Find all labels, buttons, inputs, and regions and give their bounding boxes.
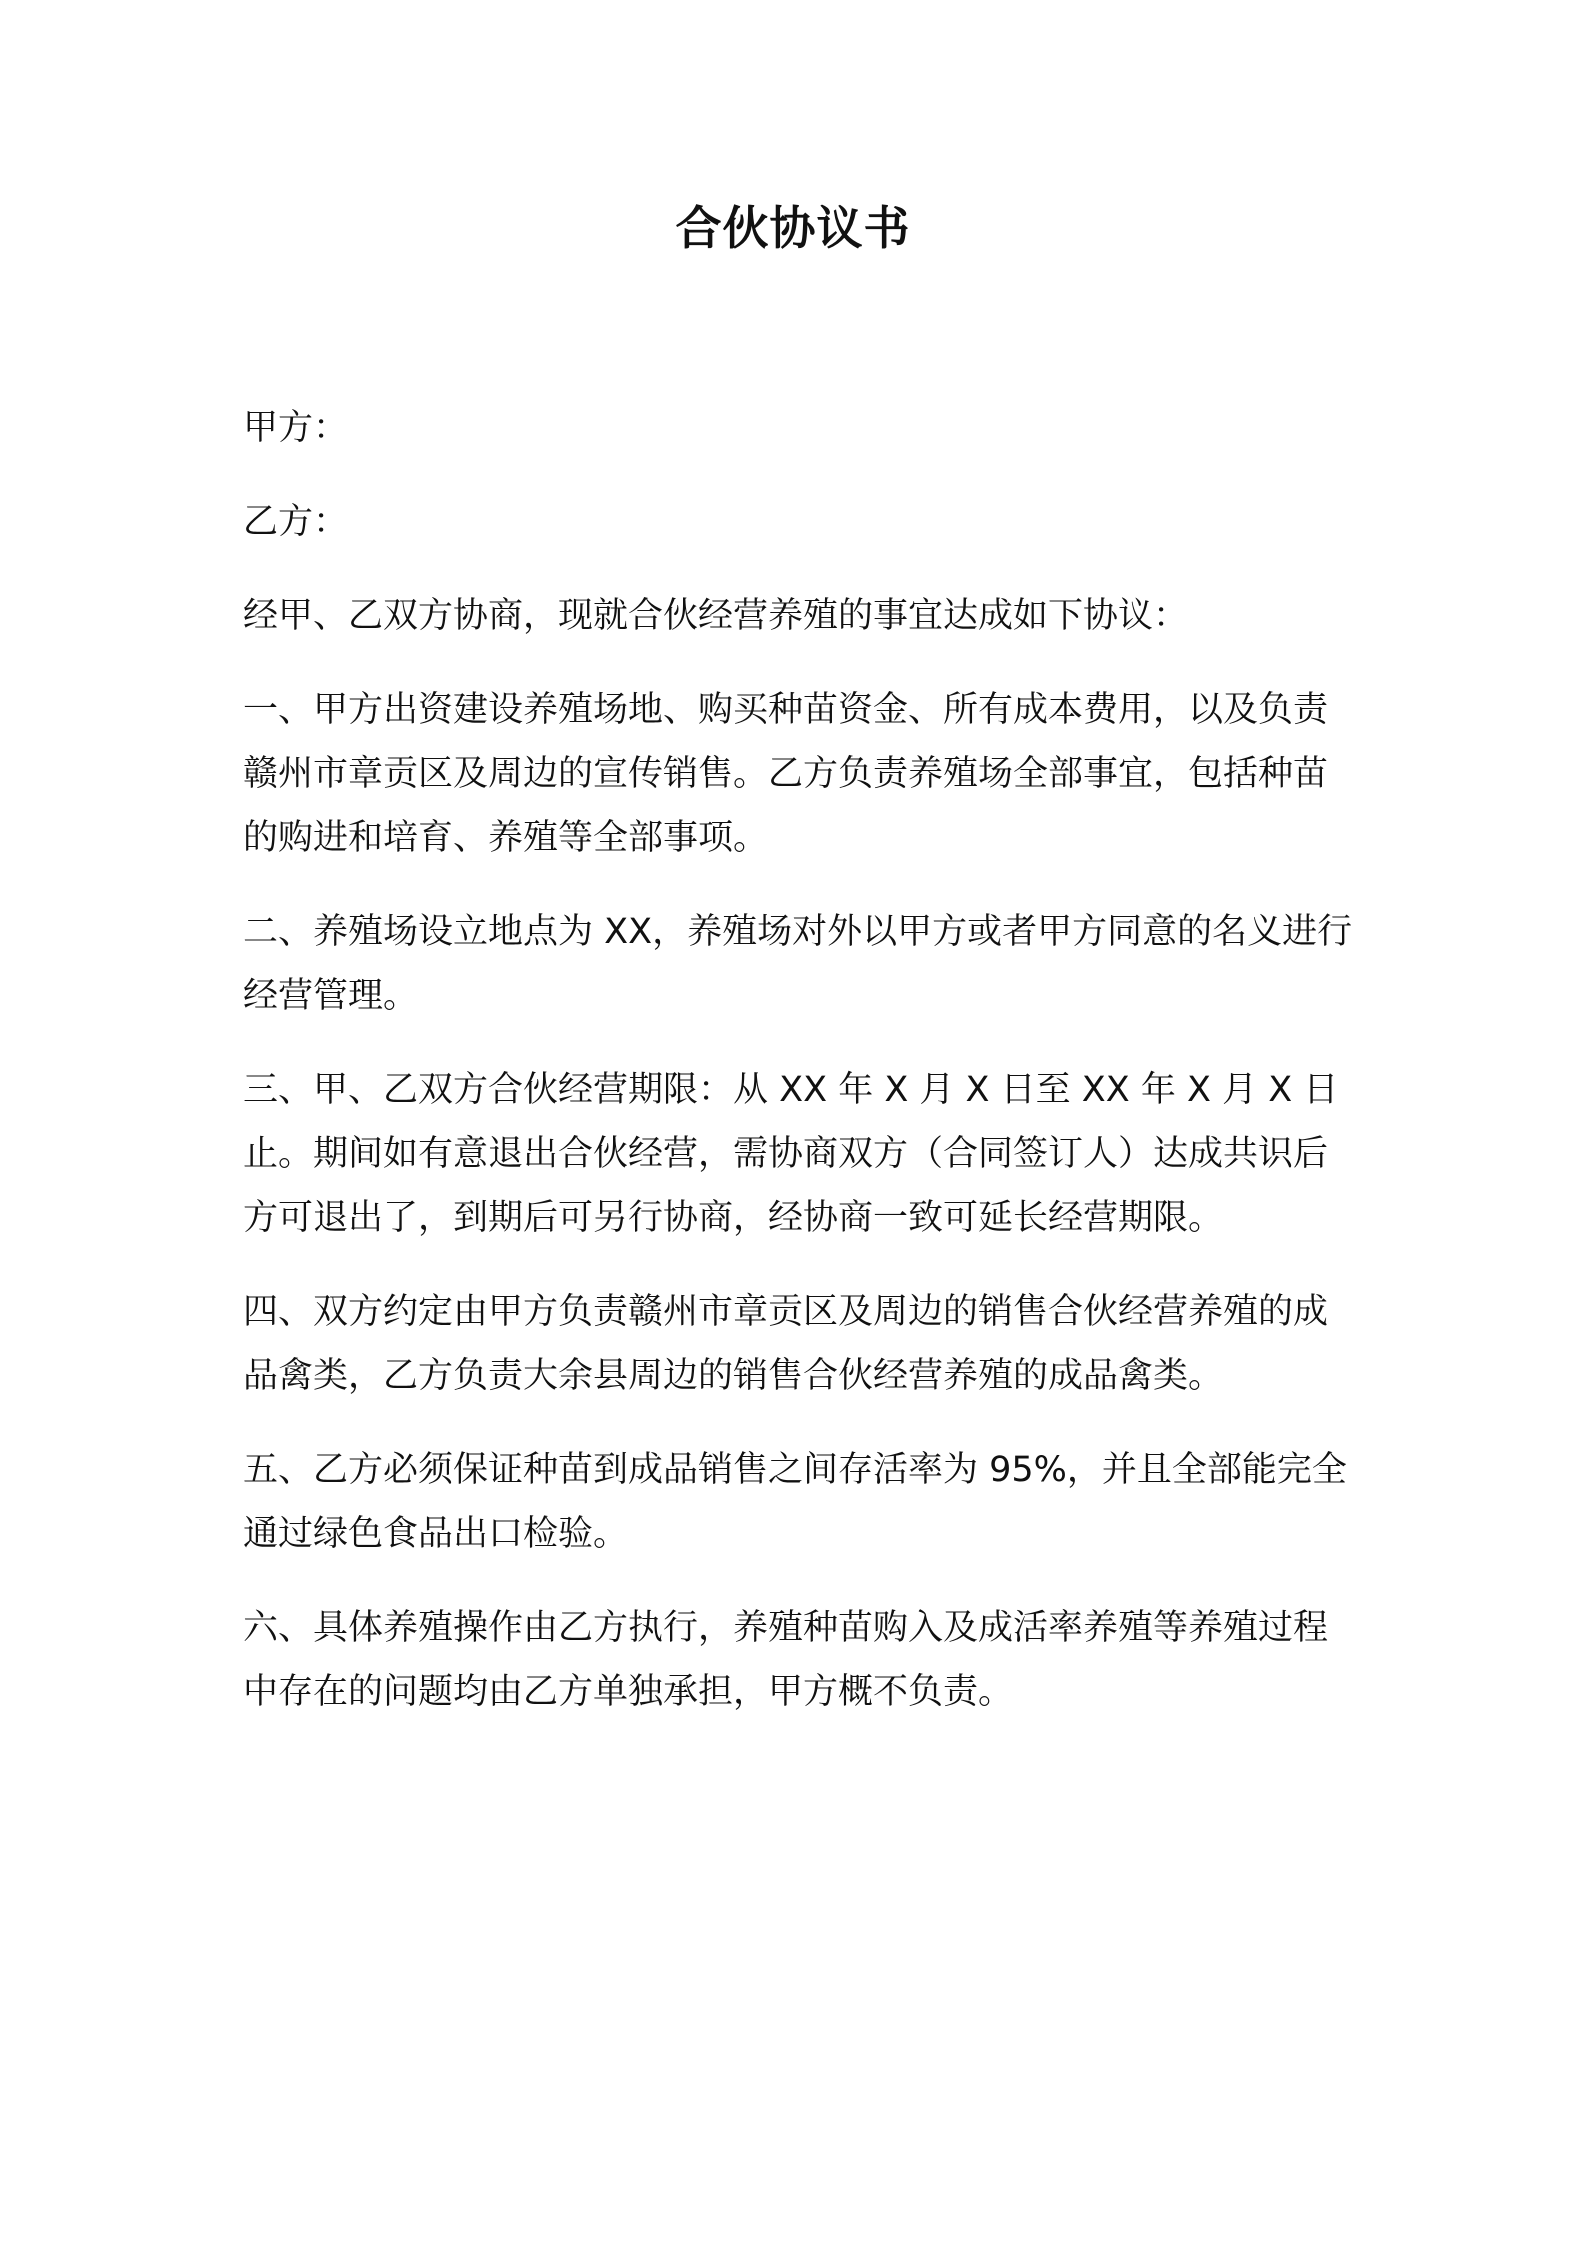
intro-paragraph: 经甲、乙双方协商，现就合伙经营养殖的事宜达成如下协议：: [243, 596, 1189, 636]
document-body: [243, 396, 1353, 1754]
clause-1: 一、甲方出资建设养殖场地、购买种苗资金、所有成本费用，以及负责赣州市章贡区及周边的宣传销售。乙方负责养殖场全部事宜，包括种苗的购进和培育、养殖等全部事项。: [243, 690, 1329, 858]
party-a-line: 甲方：: [243, 408, 349, 448]
clause-3: 三、甲、乙双方合伙经营期限：从 XX 年 X 月 X 日至 XX 年 X 月 X 日止。期间如有意退出合伙经营，需协商双方（合同签订人）达成共识后方可退出了，到期后可另行协商，经协商一致可延长经营期限。: [243, 1070, 1339, 1238]
clause-5: 五、乙方必须保证种苗到成品销售之间存活率为 95%，并且全部能完全通过绿色食品出口检验。: [243, 1450, 1347, 1554]
document-title: 合伙协议书: [675, 201, 911, 255]
party-b-line: 乙方：: [243, 502, 349, 542]
clause-4: 四、双方约定由甲方负责赣州市章贡区及周边的销售合伙经营养殖的成品禽类，乙方负责大余县周边的销售合伙经营养殖的成品禽类。: [243, 1292, 1329, 1396]
clause-6: 六、具体养殖操作由乙方执行，养殖种苗购入及成活率养殖等养殖过程中存在的问题均由乙方单独承担，甲方概不负责。: [243, 1608, 1329, 1712]
clause-2: 二、养殖场设立地点为 XX，养殖场对外以甲方或者甲方同意的名义进行经营管理。: [243, 912, 1353, 1016]
